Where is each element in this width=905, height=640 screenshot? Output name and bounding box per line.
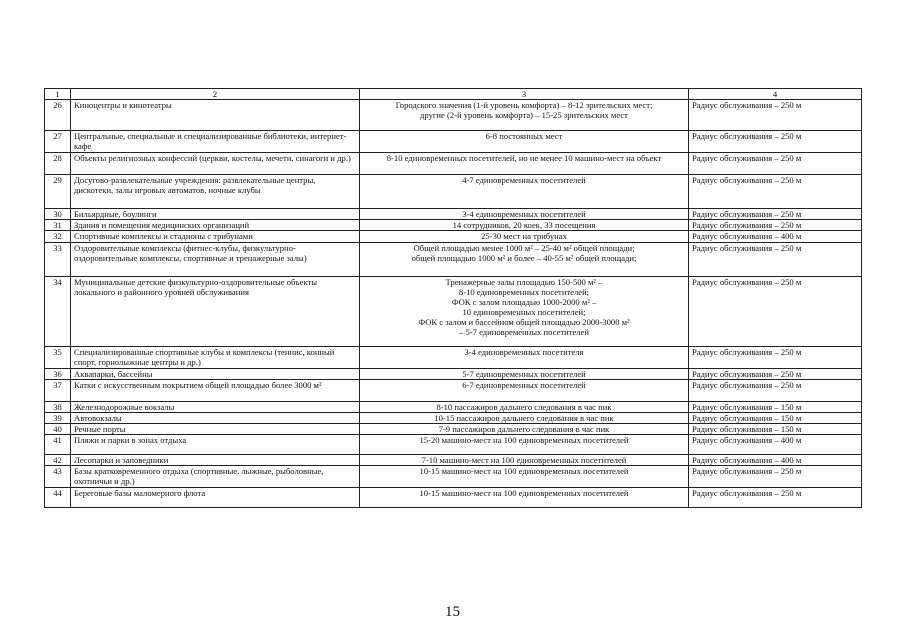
table-row — [45, 401, 862, 412]
row-number: 37 — [45, 379, 71, 401]
header-cell-4: 4 — [689, 89, 862, 100]
service-radius: Радиус обслуживания – 250 м — [689, 242, 862, 276]
row-number: 33 — [45, 242, 71, 276]
facility-name: Железнодорожные вокзалы — [71, 401, 360, 412]
facility-name: Оздоровительные комплексы (фитнес-клубы, физкультурно-оздоровительные комплексы, спортивные и тренажерные залы) — [71, 242, 360, 276]
parking-norm: 10-15 машино-мест на 100 единовременных посетителей — [360, 488, 689, 508]
parking-norm: 8-10 пассажиров дальнего следования в час пик — [360, 401, 689, 412]
row-number: 44 — [45, 488, 71, 508]
table-row — [45, 242, 862, 276]
row-number: 28 — [45, 153, 71, 175]
service-radius: Радиус обслуживания – 250 м — [689, 209, 862, 220]
table-row — [45, 153, 862, 175]
facility-name: Центральные, специальные и специализированные библиотеки, интернет-кафе — [71, 131, 360, 153]
table-row — [45, 412, 862, 423]
parking-norm: 6-7 единовременных посетителей — [360, 379, 689, 401]
service-radius: Радиус обслуживания – 150 м — [689, 401, 862, 412]
service-radius: Радиус обслуживания – 250 м — [689, 466, 862, 488]
parking-norm: 4-7 единовременных посетителей — [360, 175, 689, 209]
table-row — [45, 220, 862, 231]
facility-name: Береговые базы маломерного флота — [71, 488, 360, 508]
table-row — [45, 276, 862, 346]
parking-norm: 25-30 мест на трибунах — [360, 231, 689, 242]
row-number: 38 — [45, 401, 71, 412]
facility-name: Пляжи и парки в зонах отдыха — [71, 435, 360, 455]
parking-norm: 10-15 пассажиров дальнего следования в час пик — [360, 412, 689, 423]
header-row — [45, 89, 862, 100]
parking-norm: 10-15 машино-мест на 100 единовременных посетителей — [360, 466, 689, 488]
service-radius: Радиус обслуживания – 250 м — [689, 175, 862, 209]
facility-name: Спортивные комплексы и стадионы с трибунами — [71, 231, 360, 242]
row-number: 26 — [45, 100, 71, 131]
parking-norm: 5-7 единовременных посетителей — [360, 368, 689, 379]
facility-name: Лесопарки и заповедники — [71, 455, 360, 466]
table-row — [45, 423, 862, 434]
service-radius: Радиус обслуживания – 250 м — [689, 368, 862, 379]
norms-table — [44, 88, 862, 508]
row-number: 27 — [45, 131, 71, 153]
table-row — [45, 466, 862, 488]
header-cell-3: 3 — [360, 89, 689, 100]
header-cell-2: 2 — [71, 89, 360, 100]
service-radius: Радиус обслуживания – 400 м — [689, 435, 862, 455]
table-body — [45, 89, 862, 508]
service-radius: Радиус обслуживания – 250 м — [689, 131, 862, 153]
parking-norm: 6-8 постоянных мест — [360, 131, 689, 153]
facility-name: Досугово-развлекательные учреждения: развлекательные центры, дискотеки, залы игровых автоматов, ночные клубы — [71, 175, 360, 209]
service-radius: Радиус обслуживания – 150 м — [689, 412, 862, 423]
row-number: 36 — [45, 368, 71, 379]
header-cell-1: 1 — [45, 89, 71, 100]
facility-name: Аквапарки, бассейны — [71, 368, 360, 379]
facility-name: Катки с искусственным покрытием общей площадью более 3000 м² — [71, 379, 360, 401]
facility-name: Специализированные спортивные клубы и комплексы (теннис, конный спорт, горнолыжные центры и др.) — [71, 346, 360, 368]
row-number: 29 — [45, 175, 71, 209]
table-row — [45, 231, 862, 242]
row-number: 42 — [45, 455, 71, 466]
facility-name: Муниципальные детские физкультурно-оздоровительные объекты локального и районного уровней обслуживания — [71, 276, 360, 346]
row-number: 31 — [45, 220, 71, 231]
facility-name: Бильярдные, боулинги — [71, 209, 360, 220]
row-number: 30 — [45, 209, 71, 220]
row-number: 39 — [45, 412, 71, 423]
facility-name: Базы кратковременного отдыха (спортивные, лыжные, рыболовные, охотничьи и др.) — [71, 466, 360, 488]
parking-norm: 3-4 единовременных посетителей — [360, 209, 689, 220]
table-row — [45, 368, 862, 379]
row-number: 40 — [45, 423, 71, 434]
table-row — [45, 100, 862, 131]
parking-norm: 7-10 машино-мест на 100 единовременных посетителей — [360, 455, 689, 466]
table-row — [45, 435, 862, 455]
table-row — [45, 379, 862, 401]
parking-norm: 7-9 пассажиров дальнего следования в час пик — [360, 423, 689, 434]
service-radius: Радиус обслуживания – 250 м — [689, 220, 862, 231]
row-number: 35 — [45, 346, 71, 368]
facility-name: Здания и помещения медицинских организаций — [71, 220, 360, 231]
service-radius: Радиус обслуживания – 400 м — [689, 231, 862, 242]
table-row — [45, 346, 862, 368]
service-radius: Радиус обслуживания – 250 м — [689, 100, 862, 131]
service-radius: Радиус обслуживания – 400 м — [689, 455, 862, 466]
row-number: 34 — [45, 276, 71, 346]
facility-name: Объекты религиозных конфессий (церкви, костелы, мечети, синагоги и др.) — [71, 153, 360, 175]
page-number: 15 — [445, 604, 460, 620]
parking-norm: 14 сотрудников, 20 коек, 33 посещения — [360, 220, 689, 231]
service-radius: Радиус обслуживания – 250 м — [689, 488, 862, 508]
facility-name: Автовокзалы — [71, 412, 360, 423]
facility-name: Речные порты — [71, 423, 360, 434]
parking-norm: 3-4 единовременных посетителя — [360, 346, 689, 368]
parking-norm: Общей площадью менее 1000 м² – 25-40 м² общей площади; общей площадью 1000 м² и более – 40-55 м² общей площади; — [360, 242, 689, 276]
service-radius: Радиус обслуживания – 250 м — [689, 276, 862, 346]
row-number: 41 — [45, 435, 71, 455]
row-number: 32 — [45, 231, 71, 242]
parking-norm: Тренажерные залы площадью 150-500 м² – 8-10 единовременных посетителей; ФОК с залом площадью 1000-2000 м² – 10 единовременных посетителей; ФОК с залом и бассейном общей площадью 2000-3000 м² – 5-7 единовременных посетителей — [360, 276, 689, 346]
service-radius: Радиус обслуживания – 150 м — [689, 423, 862, 434]
table-row — [45, 175, 862, 209]
service-radius: Радиус обслуживания – 250 м — [689, 153, 862, 175]
service-radius: Радиус обслуживания – 250 м — [689, 346, 862, 368]
parking-norm: Городского значения (1-й уровень комфорта) – 8-12 зрительских мест; другие (2-й уровень комфорта) – 15-25 зрительских мест — [360, 100, 689, 131]
table-row — [45, 455, 862, 466]
table-row — [45, 488, 862, 508]
service-radius: Радиус обслуживания – 250 м — [689, 379, 862, 401]
table-row — [45, 209, 862, 220]
parking-norm: 15-20 машино-мест на 100 единовременных посетителей — [360, 435, 689, 455]
facility-name: Киноцентры и кинотеатры — [71, 100, 360, 131]
parking-norm: 8-10 единовременных посетителей, но не менее 10 машино-мест на объект — [360, 153, 689, 175]
table-row — [45, 131, 862, 153]
row-number: 43 — [45, 466, 71, 488]
